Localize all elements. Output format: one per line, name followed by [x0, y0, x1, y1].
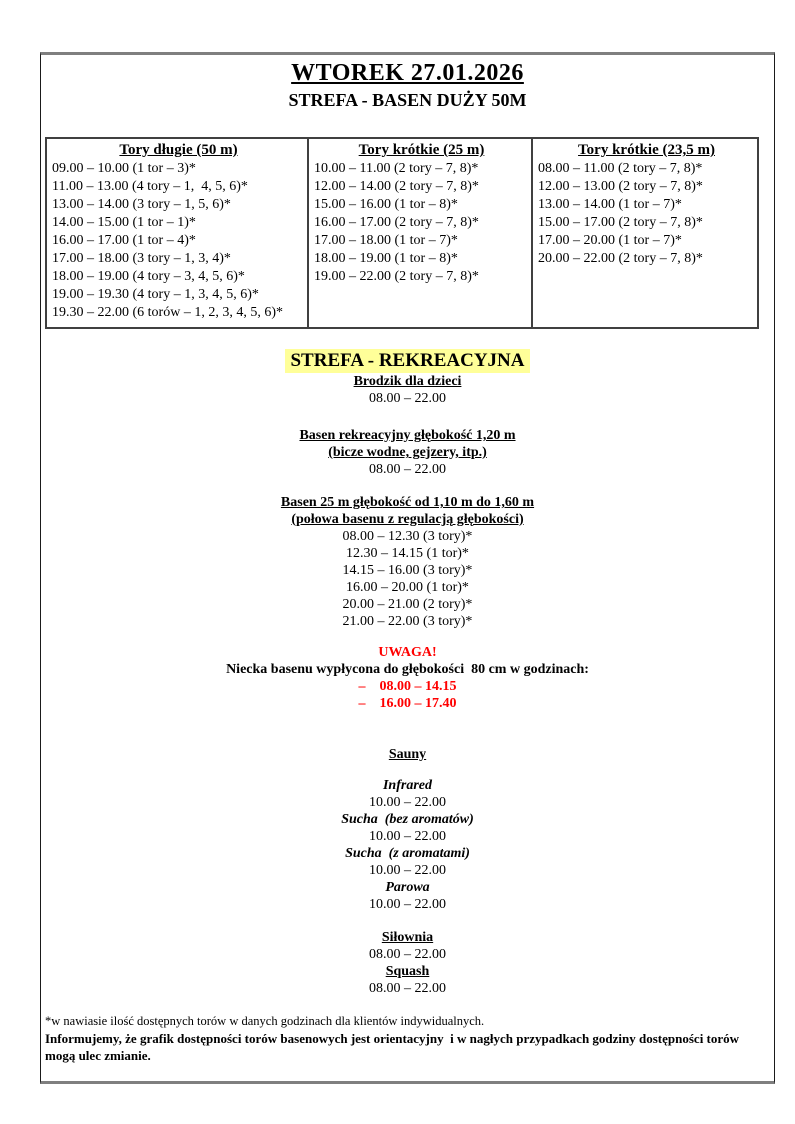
lanes-column-short-25 [308, 138, 532, 328]
lane-schedule-row: 12.00 – 13.00 (2 tory – 7, 8)* [538, 179, 703, 194]
lane-schedule-row: 11.00 – 13.00 (4 tory – 1, 4, 5, 6)* [52, 179, 248, 194]
sauna-time: 10.00 – 22.00 [369, 829, 446, 844]
disclaimer: Informujemy, że grafik dostępności torów basenowych jest orientacyjny i w nagłych przypadkach godziny dostępności torów mogą ulec zmianie. [45, 1031, 743, 1063]
lane-schedule-row: 16.00 – 17.00 (2 tory – 7, 8)* [314, 215, 479, 230]
lane-schedule-row: 08.00 – 11.00 (2 tory – 7, 8)* [538, 161, 703, 176]
sauna-time: 10.00 – 22.00 [369, 863, 446, 878]
lane-schedule-row: 09.00 – 10.00 (1 tor – 3)* [52, 161, 196, 176]
basen-25m-time-row: 20.00 – 21.00 (2 tory)* [342, 597, 473, 612]
zone-basen-title: STREFA - BASEN DUŻY 50M [288, 90, 527, 110]
sauna-name: Sucha (z aromatami) [345, 846, 470, 861]
page-footer [45, 1013, 766, 1064]
lane-schedule-row: 19.00 – 19.30 (4 tory – 1, 3, 4, 5, 6)* [52, 287, 259, 302]
recreation-zone [41, 349, 774, 997]
notice-title: UWAGA! [378, 645, 437, 660]
sauna-name: Sucha (bez aromatów) [341, 812, 474, 827]
facility-time: 08.00 – 22.00 [369, 947, 446, 962]
lane-schedule-row: 15.00 – 16.00 (1 tor – 8)* [314, 197, 458, 212]
rec-zone-title: STREFA - REKREACYJNA [285, 349, 529, 373]
lane-column-header: Tory długie (50 m) [119, 142, 238, 158]
sauny-heading: Sauny [388, 747, 427, 762]
lane-column-header: Tory krótkie (23,5 m) [578, 142, 715, 158]
lane-schedule-row: 17.00 – 18.00 (3 tory – 1, 3, 4)* [52, 251, 231, 266]
notice-text: Niecka basenu wypłycona do głębokości 80 cm w godzinach: [226, 662, 589, 677]
schedule-page-frame [40, 52, 775, 1084]
section-basen-25m-subheading: (połowa basenu z regulacją głębokości) [291, 512, 524, 527]
lanes-column-long [46, 138, 308, 328]
basen-25m-time-row: 08.00 – 12.30 (3 tory)* [342, 529, 473, 544]
sauna-name: Parowa [385, 880, 430, 895]
lane-schedule-row: 19.30 – 22.00 (6 torów – 1, 2, 3, 4, 5, 6)* [52, 305, 283, 320]
section-basen-rekreacyjny-subheading: (bicze wodne, gejzery, itp.) [328, 445, 487, 460]
basen-25m-time-row: 16.00 – 20.00 (1 tor)* [346, 580, 469, 595]
lane-schedule-row: 18.00 – 19.00 (1 tor – 8)* [314, 251, 458, 266]
lane-schedule-row: 10.00 – 11.00 (2 tory – 7, 8)* [314, 161, 479, 176]
lane-column-header: Tory krótkie (25 m) [358, 142, 485, 158]
rec-zone-title-row [41, 349, 774, 373]
lane-schedule-row: 17.00 – 18.00 (1 tor – 7)* [314, 233, 458, 248]
lanes-table [45, 137, 759, 329]
lanes-column-short-235 [532, 138, 758, 328]
lane-schedule-row: 20.00 – 22.00 (2 tory – 7, 8)* [538, 251, 703, 266]
zone-title-row [41, 89, 774, 113]
notice-time-row: – 16.00 – 17.40 [358, 696, 457, 711]
date-title: WTOREK 27.01.2026 [291, 60, 524, 86]
lane-schedule-row: 13.00 – 14.00 (1 tor – 7)* [538, 197, 682, 212]
sauna-time: 10.00 – 22.00 [369, 897, 446, 912]
facility-time: 08.00 – 22.00 [369, 981, 446, 996]
facility-name-squash: Squash [385, 964, 430, 979]
basen-25m-time-row: 21.00 – 22.00 (3 tory)* [342, 614, 473, 629]
lane-schedule-row: 19.00 – 22.00 (2 tory – 7, 8)* [314, 269, 479, 284]
section-basen-rekreacyjny-time: 08.00 – 22.00 [369, 462, 446, 477]
notice-time-row: – 08.00 – 14.15 [358, 679, 457, 694]
basen-25m-time-row: 14.15 – 16.00 (3 tory)* [342, 563, 473, 578]
lane-schedule-row: 16.00 – 17.00 (1 tor – 4)* [52, 233, 196, 248]
section-basen-25m-heading: Basen 25 m głębokość od 1,10 m do 1,60 m [280, 495, 535, 510]
lanes-table-row [46, 138, 758, 328]
lane-schedule-row: 14.00 – 15.00 (1 tor – 1)* [52, 215, 196, 230]
section-basen-rekreacyjny-heading: Basen rekreacyjny głębokość 1,20 m [299, 428, 516, 443]
sauna-name: Infrared [382, 778, 432, 793]
lane-schedule-row: 15.00 – 17.00 (2 tory – 7, 8)* [538, 215, 703, 230]
lane-schedule-row: 12.00 – 14.00 (2 tory – 7, 8)* [314, 179, 479, 194]
lane-schedule-row: 13.00 – 14.00 (3 tory – 1, 5, 6)* [52, 197, 231, 212]
section-brodzik-time: 08.00 – 22.00 [369, 391, 446, 406]
basen-25m-time-row: 12.30 – 14.15 (1 tor)* [346, 546, 469, 561]
sauna-time: 10.00 – 22.00 [369, 795, 446, 810]
footnote: *w nawiasie ilość dostępnych torów w danych godzinach dla klientów indywidualnych. [45, 1014, 485, 1028]
lane-schedule-row: 17.00 – 20.00 (1 tor – 7)* [538, 233, 682, 248]
section-brodzik-heading: Brodzik dla dzieci [353, 374, 462, 389]
lane-schedule-row: 18.00 – 19.00 (4 tory – 3, 4, 5, 6)* [52, 269, 245, 284]
facility-name-silownia: Siłownia [381, 930, 434, 945]
